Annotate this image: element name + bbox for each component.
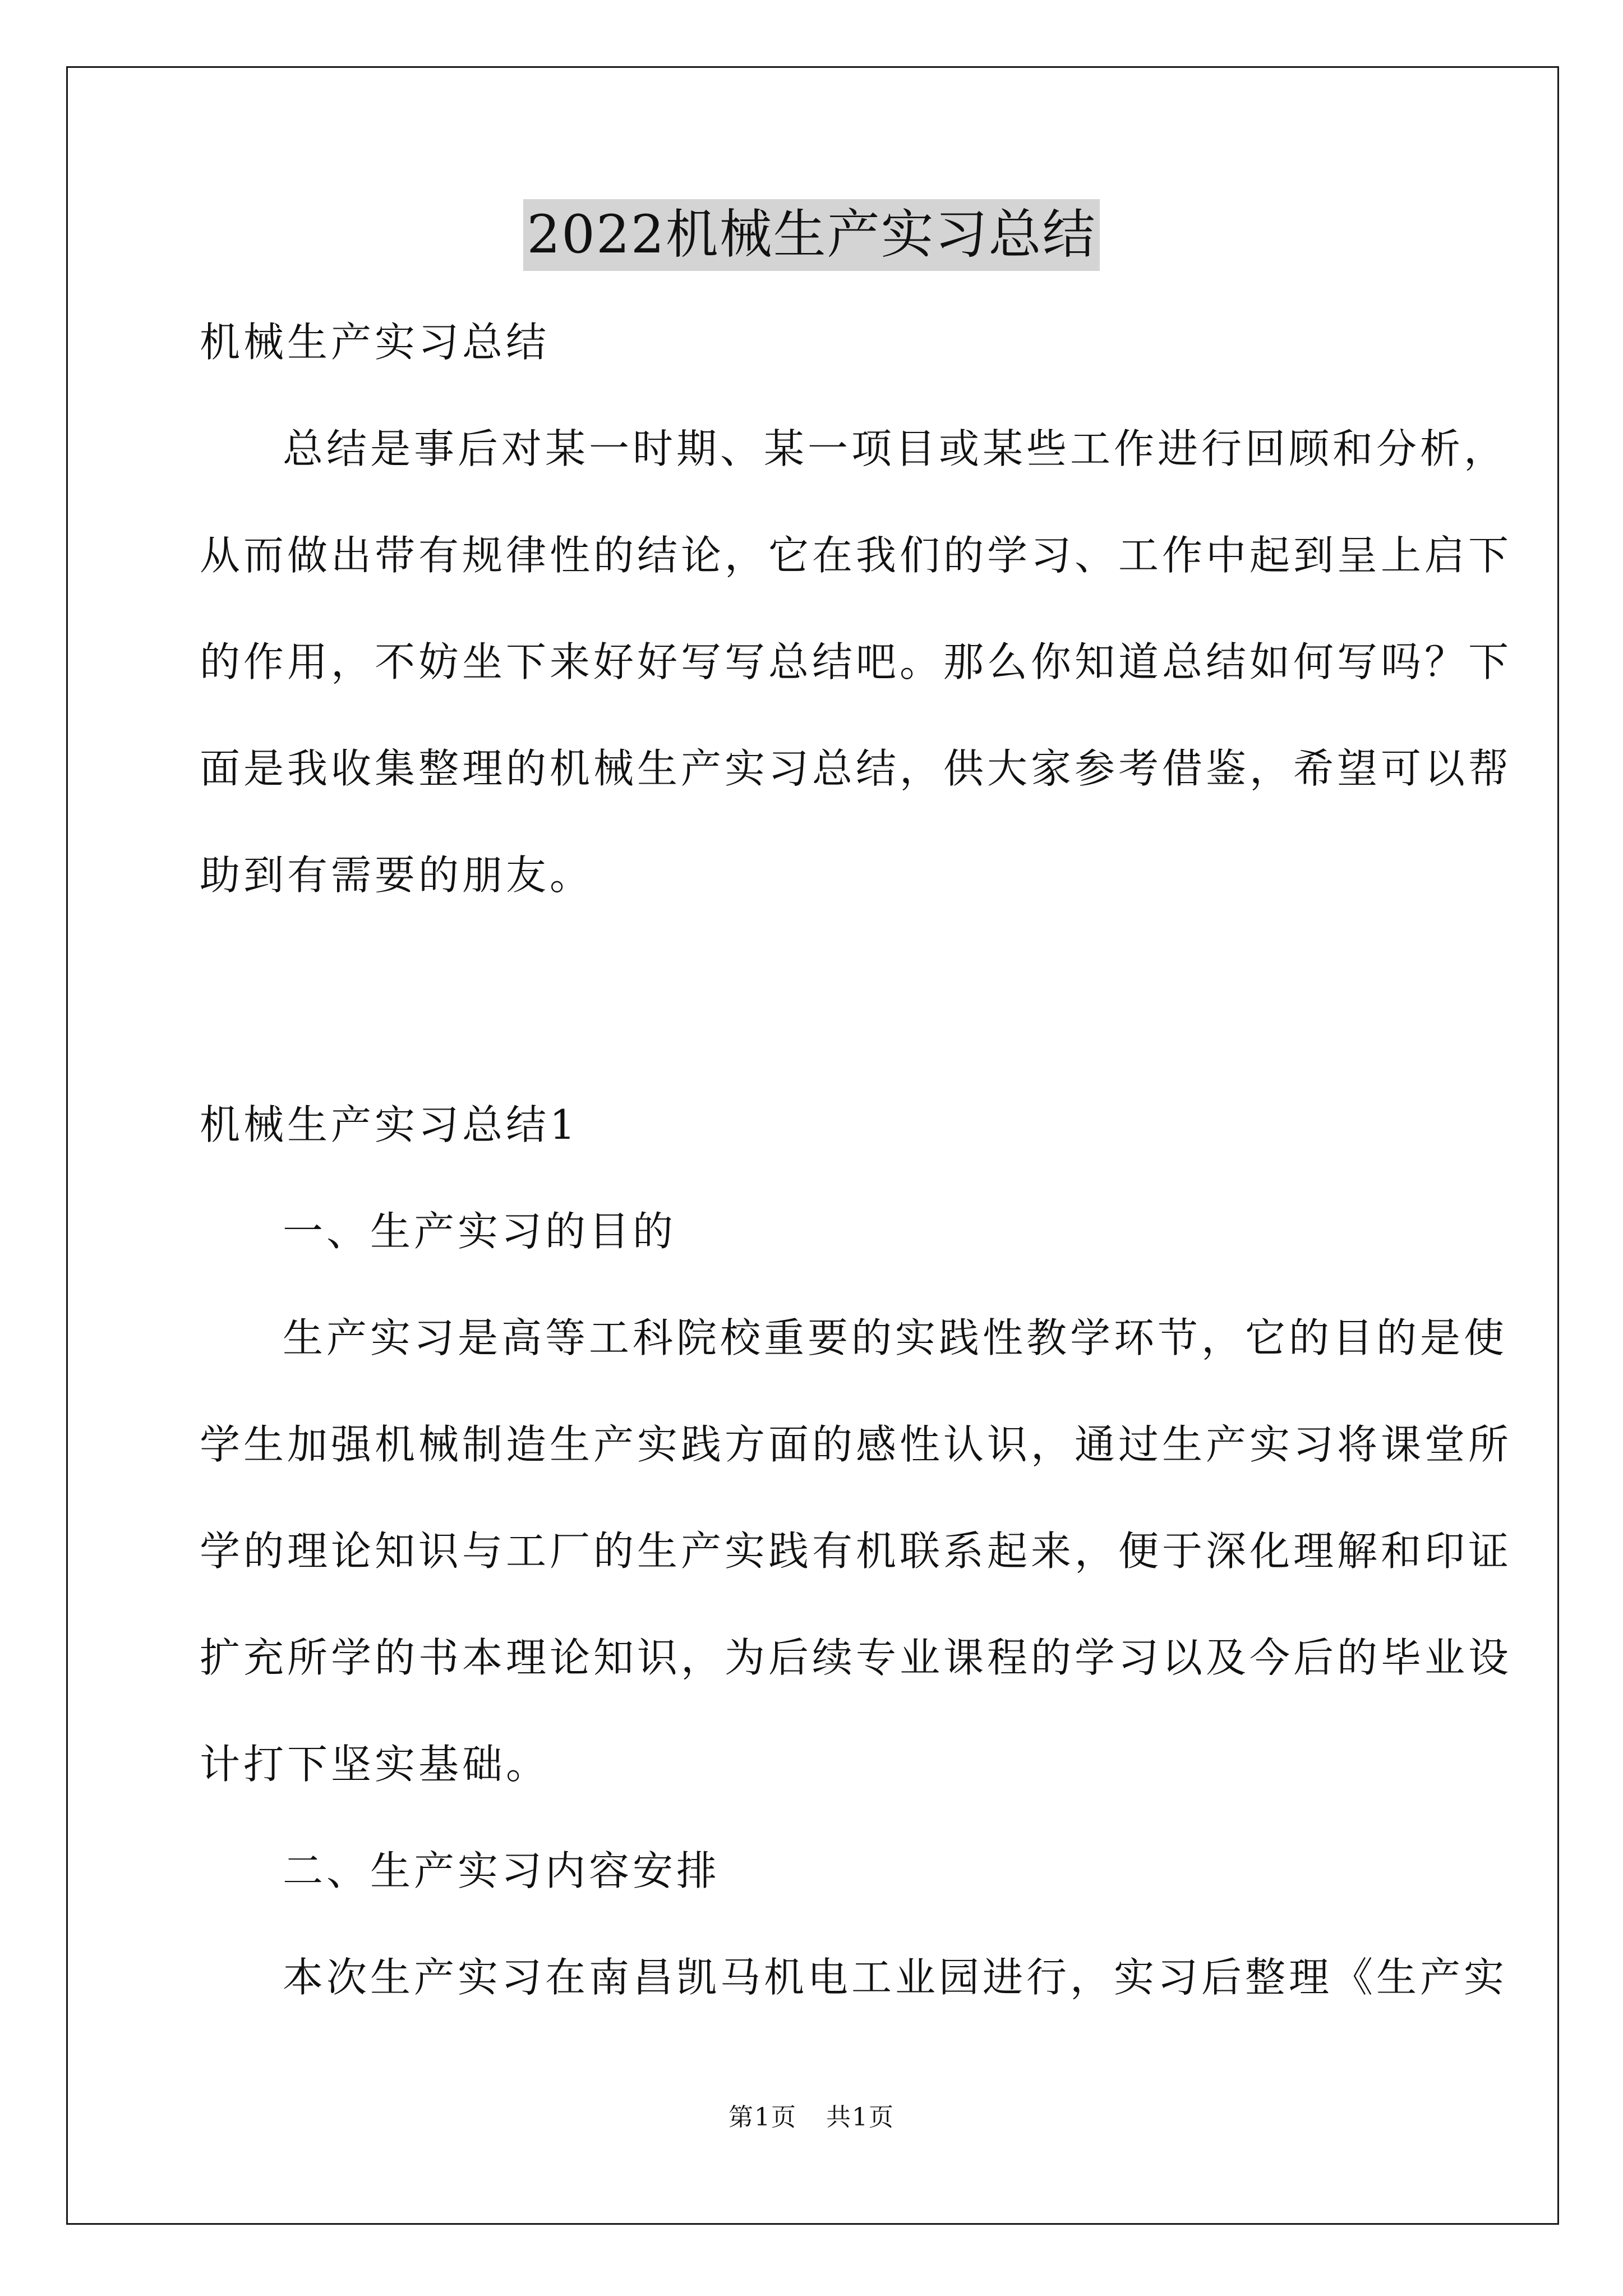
- paragraph-line: 学生加强机械制造生产实践方面的感性认识，通过生产实习将课堂所: [200, 1421, 1513, 1468]
- subsection-heading: 二、生产实习内容安排: [283, 1847, 721, 1894]
- page-footer: [0, 2101, 1623, 2134]
- document-title: 2022机械生产实习总结: [523, 199, 1099, 271]
- page-total: 共1页: [826, 2103, 895, 2132]
- section-heading: 机械生产实习总结1: [200, 1101, 579, 1148]
- paragraph-line: 的作用，不妨坐下来好好写写总结吧。那么你知道总结如何写吗？下: [200, 638, 1513, 685]
- paragraph-line: 从而做出带有规律性的结论，它在我们的学习、工作中起到呈上启下: [200, 532, 1513, 579]
- subsection-heading: 一、生产实习的目的: [283, 1208, 677, 1255]
- document-title-wrap: [0, 199, 1623, 271]
- paragraph-line: 总结是事后对某一时期、某一项目或某些工作进行回顾和分析，: [283, 425, 1508, 472]
- paragraph-line: 助到有需要的朋友。: [200, 852, 594, 899]
- paragraph-line: 学的理论知识与工厂的生产实践有机联系起来，便于深化理解和印证: [200, 1527, 1513, 1575]
- paragraph-line: 扩充所学的书本理论知识，为后续专业课程的学习以及今后的毕业设: [200, 1634, 1513, 1681]
- paragraph-line: 本次生产实习在南昌凯马机电工业园进行，实习后整理《生产实: [283, 1954, 1508, 2001]
- page-number: 第1页: [728, 2103, 797, 2132]
- paragraph-line: 生产实习是高等工科院校重要的实践性教学环节，它的目的是使: [283, 1314, 1508, 1361]
- paragraph-line: 面是我收集整理的机械生产实习总结，供大家参考借鉴，希望可以帮: [200, 745, 1513, 792]
- paragraph-line: 计打下坚实基础。: [200, 1741, 550, 1788]
- section-heading: 机械生产实习总结: [200, 319, 550, 366]
